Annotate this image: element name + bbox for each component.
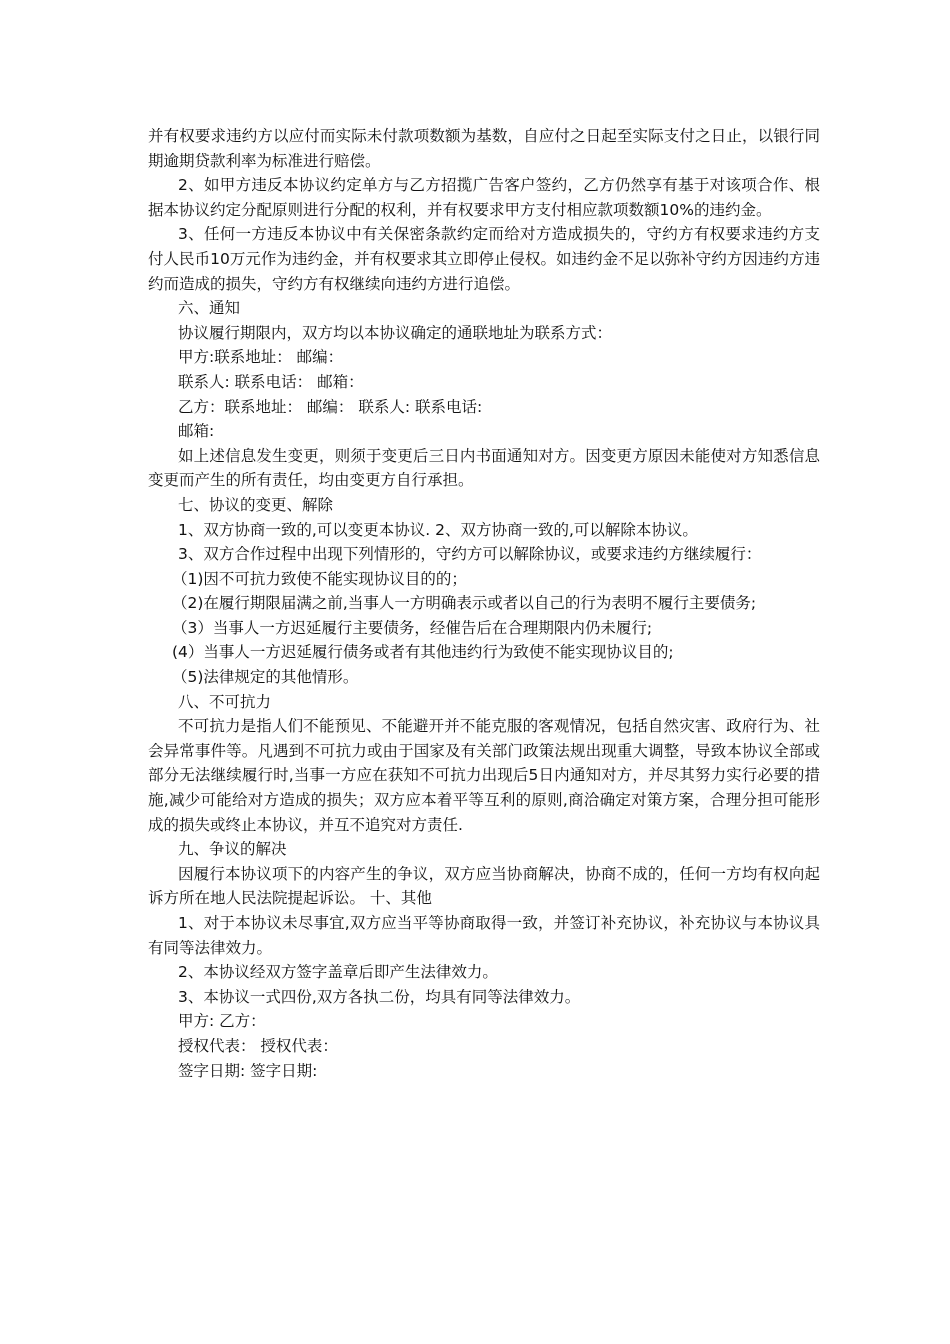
paragraph-change-clauses-1-2: 1、双方协商一致的,可以变更本协议. 2、双方协商一致的,可以解除本协议。 xyxy=(178,520,698,539)
document-page xyxy=(148,124,820,1083)
list-item-delay-other-breach: (4）当事人一方迟延履行债务或者有其他违约行为致使不能实现协议目的; xyxy=(172,643,674,662)
list-item-anticipatory-breach: （2)在履行期限届满之前,当事人一方明确表示或者以自己的行为表明不履行主要债务; xyxy=(172,594,757,613)
paragraph-party-a-contact: 联系人: 联系电话： 邮箱： xyxy=(178,372,364,391)
section-heading-dispute-resolution: 九、争议的解决 xyxy=(178,840,287,859)
paragraph-change-clause-3: 3、双方合作过程中出现下列情形的，守约方可以解除协议，或要求违约方继续履行： xyxy=(178,545,762,564)
paragraph-clause-2-breach: 2、如甲方违反本协议约定单方与乙方招揽广告客户签约，乙方仍然享有基于对该项合作、根据本协议约定分配原则进行分配的权利，并有权要求甲方支付相应款项数额10%的违约金。 xyxy=(148,176,820,219)
paragraph-other-clause-2: 2、本协议经双方签字盖章后即产生法律效力。 xyxy=(178,963,498,982)
paragraph-clause-3-confidentiality: 3、任何一方违反本协议中有关保密条款约定而给对方造成损失的，守约方有权要求违约方支付人民币10万元作为违约金，并有权要求其立即停止侵权。如违约金不足以弥补守约方因违约方违约而造成的损失，守约方有权继续向违约方进行追偿。 xyxy=(148,225,820,293)
section-heading-notice: 六、通知 xyxy=(178,299,241,318)
paragraph-other-clause-1: 1、对于本协议未尽事宜,双方应当平等协商取得一致，并签订补充协议，补充协议与本协议具有同等法律效力。 xyxy=(148,914,820,957)
paragraph-notice-intro: 协议履行期限内，双方均以本协议确定的通联地址为联系方式： xyxy=(178,323,613,342)
paragraph-party-a-address: 甲方:联系地址： 邮编： xyxy=(178,348,344,367)
paragraph-other-clause-3: 3、本协议一式四份,双方各执二份，均具有同等法律效力。 xyxy=(178,987,581,1006)
signature-parties: 甲方: 乙方： xyxy=(178,1012,266,1031)
list-item-delay-main-debt: （3）当事人一方迟延履行主要债务，经催告后在合理期限内仍未履行; xyxy=(172,618,653,637)
section-heading-change-termination: 七、协议的变更、解除 xyxy=(178,495,334,514)
list-item-force-majeure: （1)因不可抗力致使不能实现协议目的的； xyxy=(172,569,467,588)
paragraph-late-payment-compensation: 并有权要求违约方以应付而实际未付款项数额为基数，自应付之日起至实际支付之日止，以银行同期逾期贷款利率为标准进行赔偿。 xyxy=(148,127,820,170)
section-heading-force-majeure: 八、不可抗力 xyxy=(178,692,272,711)
paragraph-party-b-email: 邮箱: xyxy=(178,422,215,441)
paragraph-party-b-address: 乙方：联系地址： 邮编： 联系人: 联系电话: xyxy=(178,397,483,416)
paragraph-dispute-resolution: 因履行本协议项下的内容产生的争议，双方应当协商解决，协商不成的，任何一方均有权向起诉方所在地人民法院提起诉讼。 十、其他 xyxy=(148,864,820,908)
paragraph-force-majeure: 不可抗力是指人们不能预见、不能避开并不能克服的客观情况，包括自然灾害、政府行为、社会异常事件等。凡遇到不可抗力或由于国家及有关部门政策法规出现重大调整，导致本协议全部或部分无法继续履行时,当事一方应在获知不可抗力出现后5日内通知对方，并尽其努力实行必要的措施,减少可能给对方造成的损失；双方应本着平等互利的原则,商洽确定对策方案，合理分担可能形成的损失或终止本协议，并互不追究对方责任. xyxy=(148,717,820,834)
signature-dates: 签字日期: 签字日期: xyxy=(178,1061,318,1080)
signature-representatives: 授权代表： 授权代表： xyxy=(178,1036,338,1055)
list-item-legal-circumstances: （5)法律规定的其他情形。 xyxy=(172,668,359,687)
paragraph-notice-change: 如上述信息发生变更，则须于变更后三日内书面通知对方。因变更方原因未能使对方知悉信息变更而产生的所有责任，均由变更方自行承担。 xyxy=(148,446,820,490)
